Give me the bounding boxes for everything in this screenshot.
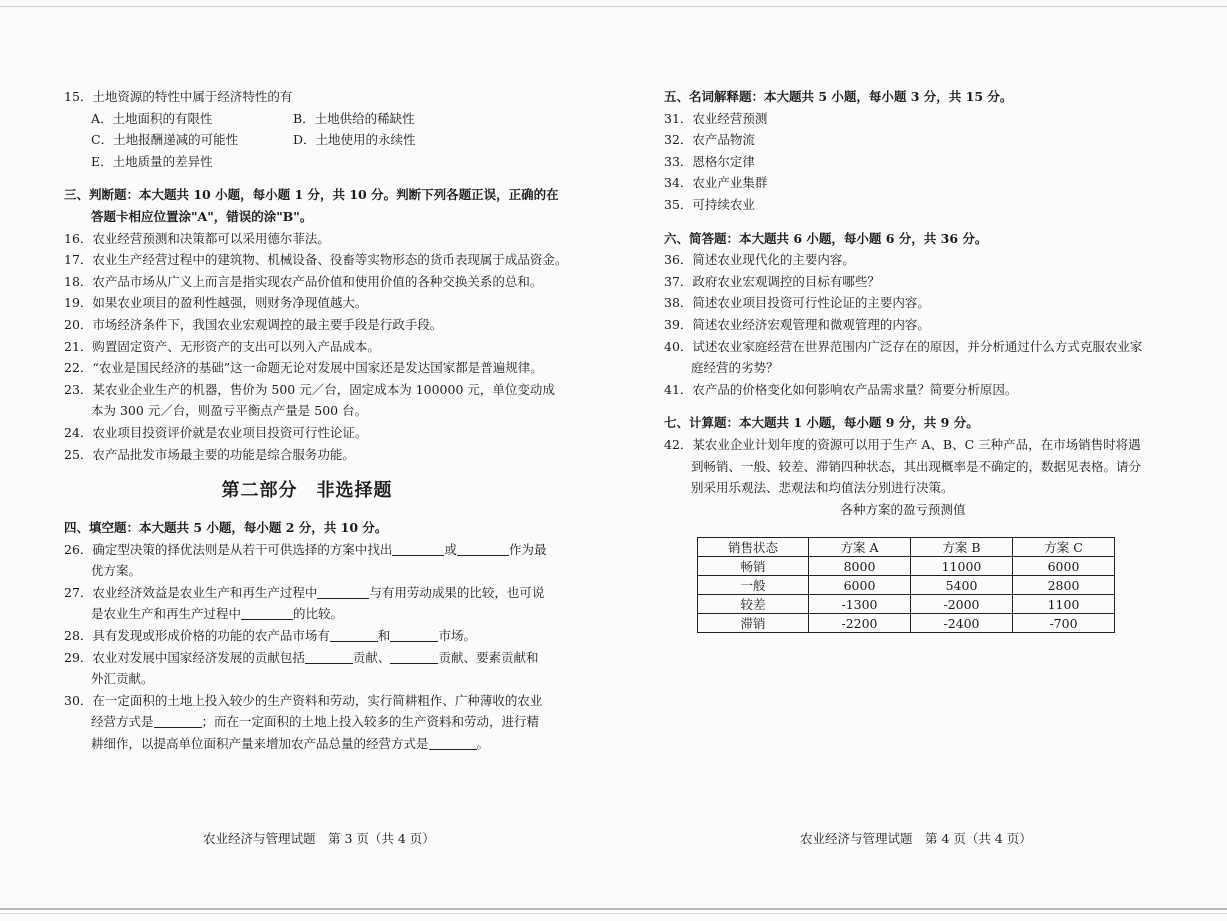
- question-42-cont-1: 到畅销、一般、较差、滞销四种状态，其出现概率是不确定的，数据见表格。请分: [691, 458, 1142, 474]
- table-header-cell: 方案 C: [1013, 538, 1115, 557]
- table-row: [698, 576, 1115, 595]
- table-caption: 各种方案的盈亏预测值: [840, 501, 966, 517]
- table-cell: 滞销: [698, 614, 809, 633]
- question-38: 38．简述农业项目投资可行性论证的主要内容。: [664, 295, 930, 311]
- section-6-header: 六、简答题：本大题共 6 小题，每小题 6 分，共 36 分。: [664, 230, 988, 246]
- answer-blank[interactable]: [457, 542, 509, 556]
- page-4-footer: 农业经济与管理试题 第 4 页（共 4 页）: [800, 831, 1032, 846]
- question-33: 33．恩格尔定律: [664, 153, 755, 169]
- page-3-footer: 农业经济与管理试题 第 3 页（共 4 页）: [203, 831, 435, 846]
- question-30-cont-2: 耕细作，以提高单位面积产量来增加农产品总量的经营方式是 。: [91, 736, 490, 752]
- question-28: 28．具有发现或形成价格的功能的农产品市场有 和 市场。: [64, 628, 476, 644]
- table-cell: 较差: [698, 595, 809, 614]
- question-31: 31．农业经营预测: [664, 110, 768, 126]
- answer-blank[interactable]: [241, 606, 293, 620]
- question-23-cont: 本为 300 元／台，则盈亏平衡点产量是 500 台。: [91, 403, 368, 419]
- question-19: 19．如果农业项目的盈利性越强，则财务净现值越大。: [64, 295, 368, 311]
- question-29: 29．农业对发展中国家经济发展的贡献包括 贡献、 贡献、要素贡献和: [64, 649, 539, 665]
- table-cell: 5400: [911, 576, 1013, 595]
- answer-blank[interactable]: [154, 714, 202, 728]
- table-cell: 11000: [911, 557, 1013, 576]
- question-40-cont: 庭经营的劣势？: [691, 360, 779, 376]
- scan-top-edge: [0, 6, 1227, 7]
- table-row: [698, 557, 1115, 576]
- option-e: E．土地质量的差异性: [91, 153, 213, 169]
- table-cell: 2800: [1013, 576, 1115, 595]
- table-cell: -1300: [809, 595, 911, 614]
- section-4-header: 四、填空题：本大题共 5 小题，每小题 2 分，共 10 分。: [64, 520, 388, 536]
- answer-blank[interactable]: [392, 542, 444, 556]
- question-24: 24．农业项目投资评价就是农业项目投资可行性论证。: [64, 424, 368, 440]
- question-25: 25．农产品批发市场最主要的功能是综合服务功能。: [64, 446, 355, 462]
- answer-blank[interactable]: [330, 628, 378, 642]
- page-3: [64, 86, 568, 755]
- question-18: 18．农产品市场从广义上而言是指实现农产品价值和使用价值的各种交换关系的总和。: [64, 273, 543, 289]
- table-cell: -2200: [809, 614, 911, 633]
- question-30-cont-1: 经营方式是 ；而在一定面积的土地上投入较多的生产资料和劳动，进行精: [91, 714, 540, 730]
- table-header-cell: 销售状态: [698, 538, 809, 557]
- option-d: D．土地使用的永续性: [293, 132, 416, 148]
- question-27-cont: 是农业生产和再生产过程中 的比较。: [91, 606, 344, 622]
- table-header-row: [698, 538, 1115, 557]
- profit-forecast-table: [697, 537, 1115, 633]
- option-b: B．土地供给的稀缺性: [293, 110, 415, 126]
- scan-bottom-edge-inner: [0, 913, 1227, 914]
- question-15-stem: 15．土地资源的特性中属于经济特性的有: [64, 89, 293, 104]
- question-16: 16．农业经营预测和决策都可以采用德尔菲法。: [64, 230, 330, 246]
- question-29-cont: 外汇贡献。: [91, 671, 154, 687]
- question-41: 41．农产品的价格变化如何影响农产品需求量？简要分析原因。: [664, 381, 1018, 397]
- question-42: 42．某农业企业计划年度的资源可以用于生产 A、B、C 三种产品，在市场销售时将遇: [664, 436, 1141, 452]
- question-15-options-row-1: [64, 108, 550, 130]
- question-27: 27．农业经济效益是农业生产和再生产过程中 与有用劳动成果的比较，也可说: [64, 584, 545, 600]
- question-15-options-row-2: [64, 129, 550, 151]
- table-cell: 1100: [1013, 595, 1115, 614]
- table-row: [698, 614, 1115, 633]
- table-cell: 8000: [809, 557, 911, 576]
- table-cell: 一般: [698, 576, 809, 595]
- question-17: 17．农业生产经营过程中的建筑物、机械设备、役畜等实物形态的货币表现属于成品资金。: [64, 252, 568, 268]
- question-36: 36．简述农业现代化的主要内容。: [664, 252, 855, 268]
- table-header-cell: 方案 A: [809, 538, 911, 557]
- question-40: 40．试述农业家庭经营在世界范围内广泛存在的原因，并分析通过什么方式克服农业家: [664, 338, 1143, 354]
- question-22: 22．“农业是国民经济的基础”这一命题无论对发展中国家还是发达国家都是普遍规律。: [64, 360, 543, 376]
- question-23: 23．某农业企业生产的机器，售价为 500 元／台，固定成本为 100000 元，单位变动成: [64, 381, 555, 397]
- question-37: 37．政府农业宏观调控的目标有哪些？: [664, 273, 880, 289]
- answer-blank[interactable]: [390, 628, 438, 642]
- answer-blank[interactable]: [305, 650, 353, 664]
- answer-blank[interactable]: [390, 650, 438, 664]
- question-26: 26．确定型决策的择优法则是从若干可供选择的方案中找出 或 作为最: [64, 541, 547, 557]
- answer-blank[interactable]: [429, 736, 477, 750]
- question-21: 21．购置固定资产、无形资产的支出可以列入产品成本。: [64, 338, 380, 354]
- question-32: 32．农产品物流: [664, 132, 755, 148]
- section-7-header: 七、计算题：本大题共 1 小题，每小题 9 分，共 9 分。: [664, 415, 979, 431]
- table-cell: 6000: [1013, 557, 1115, 576]
- section-3-header-cont: 答题卡相应位置涂"A"，错误的涂"B"。: [91, 208, 313, 224]
- question-26-cont: 优方案。: [91, 563, 142, 579]
- table-header-cell: 方案 B: [911, 538, 1013, 557]
- table-cell: 6000: [809, 576, 911, 595]
- section-5-header: 五、名词解释题：本大题共 5 小题，每小题 3 分，共 15 分。: [664, 89, 1013, 104]
- answer-blank[interactable]: [317, 585, 369, 599]
- table-cell: -2400: [911, 614, 1013, 633]
- table-cell: -700: [1013, 614, 1115, 633]
- question-34: 34．农业产业集群: [664, 175, 768, 191]
- question-42-cont-2: 别采用乐观法、悲观法和均值法分别进行决策。: [691, 480, 954, 496]
- option-a: A．土地面积的有限性: [91, 110, 213, 126]
- page-4: [664, 86, 1148, 633]
- question-30: 30．在一定面积的土地上投入较少的生产资料和劳动，实行简耕粗作、广种薄收的农业: [64, 692, 543, 708]
- question-20: 20．市场经济条件下，我国农业宏观调控的最主要手段是行政手段。: [64, 316, 443, 332]
- table-row: [698, 595, 1115, 614]
- table-cell: -2000: [911, 595, 1013, 614]
- section-3-header: 三、判断题：本大题共 10 小题，每小题 1 分，共 10 分。判断下列各题正误，正确的在: [64, 187, 559, 203]
- table-cell: 畅销: [698, 557, 809, 576]
- question-35: 35．可持续农业: [664, 196, 755, 212]
- part-2-title: 第二部分 非选择题: [221, 480, 393, 502]
- option-c: C．土地报酬递减的可能性: [91, 132, 239, 148]
- question-39: 39．简述农业经济宏观管理和微观管理的内容。: [664, 316, 930, 332]
- scan-bottom-edge: [0, 908, 1227, 910]
